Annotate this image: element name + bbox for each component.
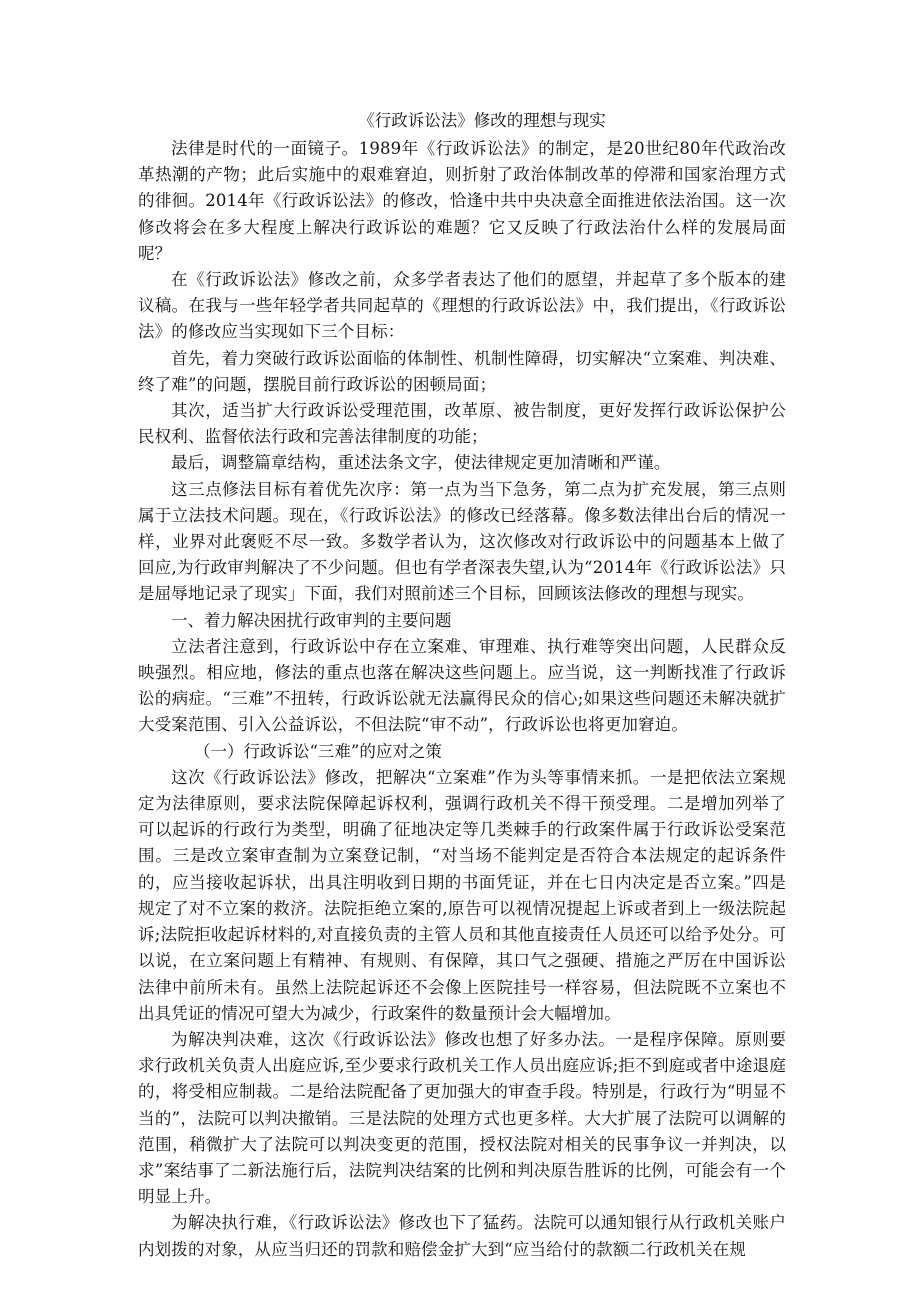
- paragraph-priority: 这三点修法目标有着优先次序：第一点为当下急务，第二点为扩充发展，第三点则属于立法技术问题。现在，《行政诉讼法》的修改已经落幕。像多数法律出台后的情况一样，业界对此褒贬不尽一致。多数学者认为，这次修改对行政诉讼中的问题基本上做了回应,为行政审判解决了不少问题。但也有学者深表失望,认为“2014年《行政诉讼法》只是屈辱地记录了现实」下面，我们对照前述三个目标，回顾该法修改的理想与现实。: [138, 479, 786, 604]
- paragraph-filing: 这次《行政诉讼法》修改，把解决“立案难”作为头等事情来抓。一是把依法立案规定为法律原则，要求法院保障起诉权利，强调行政机关不得干预受理。二是增加列举了可以起诉的行政行为类型，明确了征地决定等几类棘手的行政案件属于行政诉讼受案范围。三是改立案审查制为立案登记制，“对当场不能判定是否符合本法规定的起诉条件的，应当接收起诉状，出具注明收到日期的书面凭证，并在七日内决定是否立案。”四是规定了对不立案的救济。法院拒绝立案的,原告可以视情况提起上诉或者到上一级法院起诉;法院拒收起诉材料的,对直接负责的主管人员和其他直接责任人员还可以给予处分。可以说，在立案问题上有精神、有规则、有保障，其口气之强硬、措施之严厉在中国诉讼法律中前所未有。虽然上法院起诉还不会像上医院挂号一样容易，但法院既不立案也不出具凭证的情况可望大为减少，行政案件的数量预计会大幅增加。: [138, 767, 786, 1023]
- paragraph-goal-last: 最后，调整篇章结构，重述法条文字，使法律规定更加清晰和严谨。: [171, 453, 671, 473]
- paragraph-section-1: 立法者注意到，行政诉讼中存在立案难、审理难、执行难等突出问题，人民群众反映强烈。相应地，修法的重点也落在解决这些问题上。应当说，这一判断找准了行政诉讼的病症。“三难”不扭转，行政诉讼就无法赢得民众的信心;如果这些问题还未解决就扩大受案范围、引入公益诉讼，不但法院“审不动”，行政诉讼也将更加窘迫。: [138, 636, 786, 735]
- paragraph-judgment: 为解决判决难，这次《行政诉讼法》修改也想了好多办法。一是程序保障。原则要求行政机关负责人出庭应诉,至少要求行政机关工作人员出庭应诉;拒不到庭或者中途退庭的，将受相应制裁。二是给法院配备了更加强大的审查手段。特别是，行政行为“明显不当的”，法院可以判决撤销。三是法院的处理方式也更多样。大大扩展了法院可以调解的范围，稍微扩大了法院可以判决变更的范围，授权法院对相关的民事争议一并判决，以求”案结事了二新法施行后，法院判决结案的比例和判决原告胜诉的比例，可能会有一个明显上升。: [138, 1029, 786, 1207]
- document-title: 《行政诉讼法》修改的理想与现实: [358, 111, 606, 130]
- paragraph-enforcement: 为解决执行难，《行政诉讼法》修改也下了猛药。法院可以通知银行从行政机关账户内划拨的对象，从应当归还的罚款和赔偿金扩大到“应当给付的款额二行政机关在规: [138, 1213, 786, 1259]
- paragraph-goal-second: 其次，适当扩大行政诉讼受理范围，改革原、被告制度，更好发挥行政诉讼保护公民权利、监督依法行政和完善法律制度的功能；: [138, 401, 786, 447]
- paragraph-intro: 法律是时代的一面镜子。1989年《行政诉讼法》的制定，是20世纪80年代政治改革热潮的产物；此后实施中的艰难窘迫，则折射了政治体制改革的停滞和国家治理方式的徘徊。2014年《行政诉讼法》的修改，恰逢中共中央决意全面推进依法治国。这一次修改将会在多大程度上解决行政诉讼的难题？它又反映了行政法治什么样的发展局面呢？: [138, 139, 786, 263]
- paragraph-background: 在《行政诉讼法》修改之前，众多学者表达了他们的愿望，并起草了多个版本的建议稿。在我与一些年轻学者共同起草的《理想的行政诉讼法》中，我们提出，《行政诉讼法》的修改应当实现如下三个目标：: [138, 270, 786, 342]
- document-page: [138, 108, 786, 1263]
- subsection-heading-1: （一）行政诉讼“三难”的应对之策: [194, 741, 442, 761]
- section-heading-1: 一、着力解决困扰行政审判的主要问题: [171, 610, 452, 630]
- paragraph-goal-first: 首先，着力突破行政诉讼面临的体制性、机制性障碍，切实解决“立案难、判决难、终了难”的问题，摆脱目前行政诉讼的困顿局面；: [138, 348, 786, 394]
